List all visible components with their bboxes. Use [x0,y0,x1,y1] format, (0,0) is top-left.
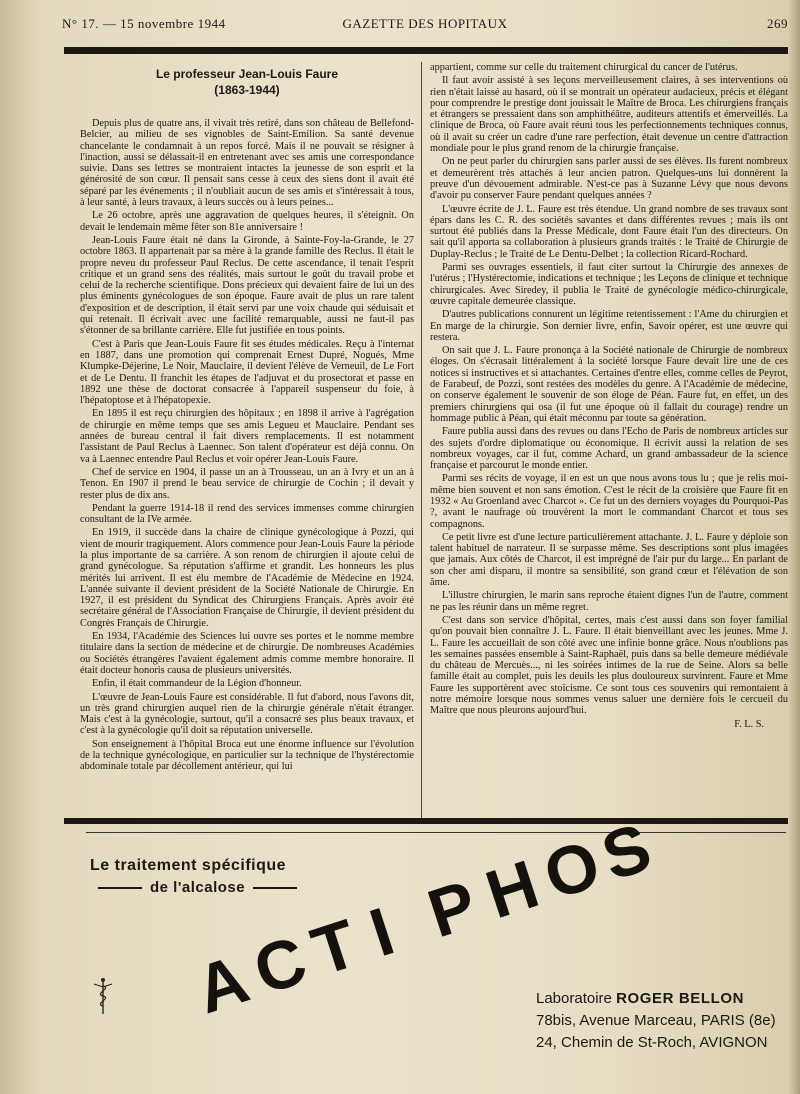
lab-line [536,988,776,1010]
paragraph: En 1934, l'Académie des Sciences lui ouvre ses portes et le nomme membre titulaire dans la section de médecine et de chirurgie. De nombreuses Académies ou Sociétés étrangères l'avaient également admis comme membre honoraire. Il était docteur honoris causa de plusieurs universités. [80,631,414,676]
brand-letter: P [419,865,486,953]
paragraph: Chef de service en 1904, il passe un an à Trousseau, un an à Ivry et un an à Tenon. En 1907 il prend le beau service de chirurgie de Cochin ; il devait y rester plus de dix ans. [80,466,414,501]
paragraph: Son enseignement à l'hôpital Broca eut une énorme influence sur l'évolution de la technique gynécologique, en particulier sur la technique de l'hystérectomie abdominale totale par décollement antérieur, qui lui [80,738,414,773]
paragraph: Parmi ses récits de voyage, il en est un que nous avons tous lu ; que je relis moi-même bien souvent et non sans émotion. C'est le récit de la croisière que Faure fit en 1932 « Au Groenland avec Charcot ». Ce fut un des derniers voyages du Pourquoi-Pas ?, avant le naufrage où trouvèrent la mort le commandant Charcot et tous ses compagnons. [430,473,788,530]
paragraph: L'œuvre écrite de J. L. Faure est très étendue. Un grand nombre de ses travaux sont épars dans les C. R. des sociétés savantes et dans différentes revues ; mais ils ont surtout été publiés dans la Presse Médicale, dont Faure était l'un des directeurs. On sait qu'il apporta sa collaboration à plusieurs grands traités : le Traité de Chirurgie de Duplay-Reclus ; le Traité de Le Dentu-Delbet ; la collection Ricard-Rochard. [430,203,788,260]
paragraph: On ne peut parler du chirurgien sans parler aussi de ses élèves. Ils furent nombreux et demeurèrent très attachés à leur ancien patron. Quelques-uns lui donnèrent la preuve d'un dévouement admirable. N'est-ce pas à Suzanne Lévy que nous devons d'avoir pu conserver Faure pendant quelques années ? [430,156,788,202]
paragraph: Pendant la guerre 1914-18 il rend des services immenses comme chirurgien consultant de la IVe armée. [80,502,414,526]
brand-letter: C [245,921,316,1010]
article-signature: F. L. S. [734,718,764,730]
lab-name: ROGER BELLON [616,990,745,1007]
brand-letter: A [187,940,258,1029]
article-column-right [430,62,788,730]
caduceus-icon [88,976,118,1016]
paragraph: On sait que J. L. Faure prononça à la Société nationale de Chirurgie de nombreux éloges. On s'écrasait littéralement à la société lorsque Faure devait lire une de ces notices si instructives et si attachantes. Certaines d'entre elles, comme celles de Peyrot, de Farabeuf, de Pozzi, sont restées des modèles du genre. A l'Académie de médecine, on conserve également le souvenir de son éloge de Péan. Faure fut, en effet, un des premiers chirurgiens qui osa (il fut une époque où il fallait du courage) rendre un hommage public à Péan, qui était méconnu par toute sa génération. [430,345,788,424]
brand-letter: O [535,825,609,915]
laboratory-info [536,988,776,1054]
paragraph: D'autres publications connurent un légitime retentissement : l'Ame du chirurgien et En marge de la chirurgie. Son dernier livre, enfin, Savoir opérer, est une œuvre qui restera. [430,309,788,343]
column-divider [421,62,422,820]
paragraph: L'illustre chirurgien, le marin sans reproche étaient dignes l'un de l'autre, comment ne pas les réunir dans un même regret. [430,590,788,613]
page-fold-shadow [0,0,40,1094]
page-edge-shadow [788,0,800,1094]
lab-address-paris: 78bis, Avenue Marceau, PARIS (8e) [536,1012,776,1029]
page-header [62,16,788,36]
ad-tagline-1: Le traitement spécifique [90,857,287,874]
paragraph: Le 26 octobre, après une aggravation de quelques heures, il s'éteignit. On devait le lendemain même fêter son 81e anniversaire ! [80,210,414,233]
page-number: 269 [767,16,788,31]
paragraph: Il faut avoir assisté à ses leçons merveilleusement claires, à ses interventions où rien n'était laissé au hasard, où il se montrait un opérateur audacieux, précis et élégant pour comprendre le prestige dont jouissait le Maître de Broca. Les chirurgiens français et étrangers se pressaient dans son amphithéâtre, auditeurs attentifs et émerveillés. La clinique de Broca, où Faure avait réuni tous les perfectionnements techniques connus, où il avait su créer un cadre d'une rare perfection, était devenue un centre d'attraction mondiale pour le plus grand renom de la chirurgie française. [430,75,788,155]
brand-letter: T [303,905,367,991]
paragraph: appartient, comme sur celle du traitement chirurgical du cancer de l'utérus. [430,62,738,73]
paragraph: L'œuvre de Jean-Louis Faure est considérable. Il fut d'abord, nous l'avons dit, un très grand chirurgien auquel rien de la chirurgie générale n'était étranger. Mais c'est à la gynécologie, surtout, qu'il a consacré ses plus beaux travaux, et c'est à la gynécologie qu'il doit sa réputation universelle. [80,691,414,737]
right-paragraphs [430,62,788,717]
paragraph: Enfin, il était commandeur de la Légion d'honneur. [92,678,302,690]
paragraph: C'est à Paris que Jean-Louis Faure fit ses études médicales. Reçu à l'internat en 1887, dans une promotion qui comprenait Ernest Dupré, Nogués, Mme Klumpke-Déjerine, Le Noir, Mauclaire, il devient l'élève de Verneuil, de Le Fort et de Le Dentu. Il franchit les étapes de l'adjuvat et du prosectorat et passe en 1892 une thèse de doctorat consacrée à l'appareil suspenseur du foie, à l'hépatoptose et à l'hépatopexie. [80,338,414,407]
article-title: Le professeur Jean-Louis Faure [155,67,339,81]
paragraph: Ce petit livre est d'une lecture particulièrement attachante. J. L. Faure y déploie son talent habituel de narrateur. Il se surpasse même. Ses descriptions sont plus imagées que jamais. Aux côtés de Charcot, il est imprégné de l'air pur du large... En parlant de son cher ami disparu, il montre sa sensibilité, son grand cœur et l'élévation de son âme. [430,531,788,589]
article-bottom-rule [64,818,788,824]
paragraph: En 1919, il succède dans la chaire de clinique gynécologique à Pozzi, qui vient de mourir tragiquement. Alors commence pour Jean-Louis Faure la période la plus importante de sa carrière. A son renom de chirurgien il ajoute celui de grand gynécologue. Sa réputation s'affirme et grandit. Les honneurs les plus mérités lui arrivent. Il est élu membre de l'Académie de Médecine en 1924. L'année suivante il devient président de la Société Nationale de Chirurgie. En 1927, il est président du Syndicat des Chirurgiens Français. Après avoir été secrétaire général de l'Association Française de Chirurgie, il devient président du Congrès Français de Chirurgie. [80,527,414,629]
header-rule [64,47,788,54]
brand-letter: S [593,808,660,896]
ad-tagline-2-text: de l'alcalose [150,879,246,896]
brand-letter: I [361,893,403,972]
journal-title: GAZETTE DES HOPITAUX [342,16,508,31]
article-dates: (1863-1944) [214,83,280,97]
brand-letter: H [477,845,548,934]
paragraph: Jean-Louis Faure était né dans la Gironde, à Sainte-Foy-la-Grande, le 27 octobre 1863. Il appartenait par sa mère à la grande famille des Reclus. Il était le propre neveu du professeur Paul Reclus. De cette ascendance, il tenait l'esprit critique et un grand sens des réalités, mais surtout le goût du travail probe et celui de la recherche scientifique. Dons précieux qui devaient faire de lui un des plus éminents gynécologues de son époque. Faure avait de plus un rare talent d'exposition et de description, il était servi par une voix chaude qui séduisait et qui retenait. Il écrivait avec une facilité remarquable, aussi ne faut-il pas s'étonner de sa brillante carrière. Elle fut justifiée en tous points. [80,234,414,337]
paragraph: C'est dans son service d'hôpital, certes, mais c'est aussi dans son foyer familial qu'on pouvait bien connaître J. L. Faure. Il était bienveillant avec les jeunes. Mme J. L. Faure les accueillait de son côté avec une infinie bonne grâce. Nous n'oublions pas les semaines passées ensemble à Saint-Raphaël, puis dans sa belle demeure médiévale du château de Mercuès..., ni les soirées intimes de la rue de Seine. Alors sa belle famille était au complet, puis les deuils les plus douloureux survinrent. Faure et Mme Faure les supportèrent avec stoïcisme. Ce sont tous ces souvenirs qui remontaient à notre mémoire lorsque nous sommes venus saluer une dernière fois le cercueil du Maître que nous pleurons aujourd'hui. [430,614,788,717]
paragraph: Faure publia aussi dans des revues ou dans l'Echo de Paris de nombreux articles sur des sujets d'ordre diplomatique ou économique. Il écrivit aussi la relation de ses nombreux voyages, car il fut, comme Achard, un grand ambassadeur de la science française et parcourut le monde entier. [430,426,788,472]
article-column-left [80,62,414,775]
lab-address-avignon: 24, Chemin de St-Roch, AVIGNON [536,1034,768,1051]
lab-prefix: Laboratoire [536,990,612,1007]
left-paragraphs [80,118,414,773]
paragraph: Parmi ses ouvrages essentiels, il faut citer surtout la Chirurgie des annexes de l'utérus ; l'Hystérectomie, indications et technique ; les Leçons de clinique et technique chirurgicales. Avec Siredey, il publia le Traité de gynécologie médico-chirurgicale, œuvre capitale demeurée classique. [430,262,788,307]
issue-date: N° 17. — 15 novembre 1944 [62,16,226,31]
paragraph: Depuis plus de quatre ans, il vivait très retiré, dans son château de Bellefond-Belcier, au milieu de ses vignobles de Saint-Emilion. Sa santé devenue chancelante le condamnait à un repos forcé. Mais il ne pouvait se résigner à l'inaction, aussi se délassait-il en entretenant avec ses amis une correspondance suivie. Dans ses lettres se montraient intactes la jeunesse de son esprit et la générosité de son cœur. Il pensait sans cesse à ceux des siens dont il avait été séparé par les événements ; il n'oubliait aucun de ses amis et s'intéressait à tous, à leur santé, à leurs travaux, à leurs succès ou à leurs peines... [80,118,414,209]
paragraph: En 1895 il est reçu chirurgien des hôpitaux ; en 1898 il arrive à l'agrégation de chirurgie en même temps que ses amis Legueu et Mauclaire. Pendant ses années de bureau central il fait divers remplacements. Il est notamment l'assistant de Paul Reclus à Laennec. Son talent d'opérateur est déjà connu. On va à Laennec entendre Paul Reclus et voir opérer Jean-Louis Faure. [80,408,414,465]
